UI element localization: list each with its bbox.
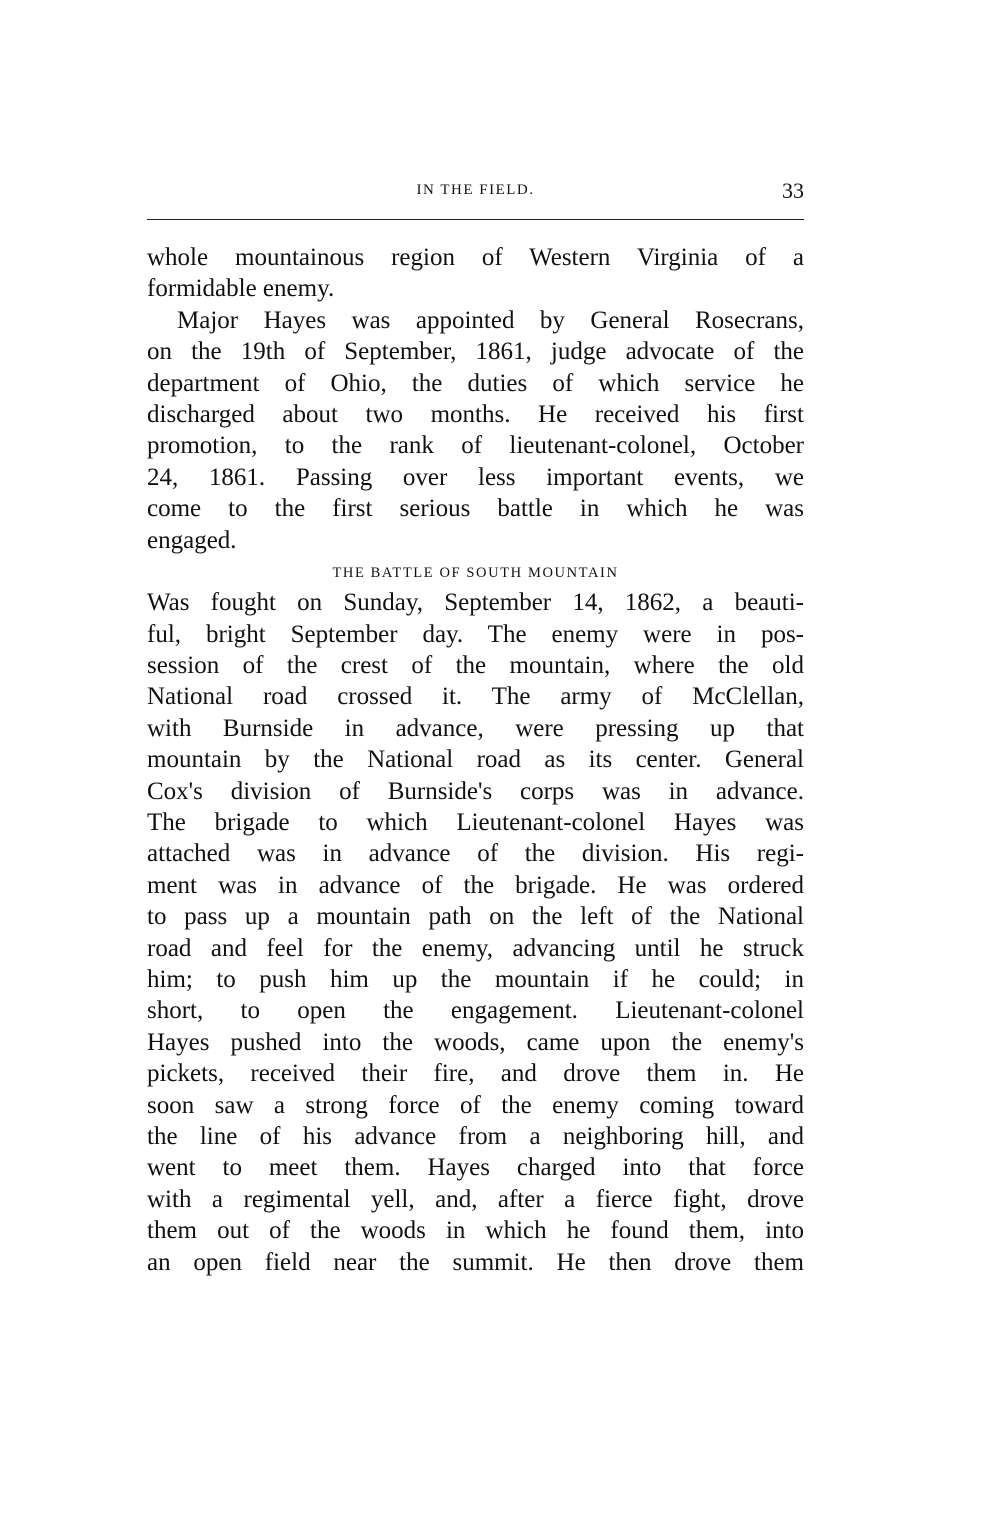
- text-line: went to meet them. Hayes charged into that force: [147, 1154, 804, 1182]
- text-line: the line of his advance from a neighboring hill, and: [147, 1122, 804, 1150]
- text-line: with a regimental yell, and, after a fierce fight, drove: [147, 1185, 804, 1213]
- text-line: short, to open the engagement. Lieutenant-colonel: [147, 997, 804, 1025]
- header-rule: [147, 219, 804, 220]
- text-line: soon saw a strong force of the enemy coming toward: [147, 1091, 804, 1119]
- text-line: an open field near the summit. He then drove them: [147, 1248, 804, 1276]
- text-line: pickets, received their fire, and drove them in. He: [147, 1060, 804, 1088]
- text-line: road and feel for the enemy, advancing until he struck: [147, 934, 804, 962]
- text-line: Was fought on Sunday, September 14, 1862, a beauti-: [147, 589, 804, 617]
- text-line: attached was in advance of the division. His regi-: [147, 840, 804, 868]
- text-line: ful, bright September day. The enemy were in pos-: [147, 620, 804, 648]
- text-line: The brigade to which Lieutenant-colonel Hayes was: [147, 809, 804, 837]
- text-line: 24, 1861. Passing over less important events, we: [147, 463, 804, 491]
- text-line: ment was in advance of the brigade. He was ordered: [147, 871, 804, 899]
- text-line: to pass up a mountain path on the left of the National: [147, 903, 804, 931]
- text-line: promotion, to the rank of lieutenant-colonel, October: [147, 432, 804, 460]
- text-line: Hayes pushed into the woods, came upon the enemy's: [147, 1028, 804, 1056]
- text-line: department of Ohio, the duties of which service he: [147, 369, 804, 397]
- text-line: session of the crest of the mountain, where the old: [147, 652, 804, 680]
- text-line: come to the first serious battle in which he was: [147, 495, 804, 523]
- section-heading: THE BATTLE OF SOUTH MOUNTAIN: [332, 564, 619, 581]
- body-text: [147, 242, 804, 1278]
- text-line: him; to push him up the mountain if he could; in: [147, 965, 804, 993]
- text-line: discharged about two months. He received his first: [147, 400, 804, 428]
- text-line: formidable enemy.: [147, 275, 335, 303]
- text-line: mountain by the National road as its center. General: [147, 746, 804, 774]
- running-title: IN THE FIELD.: [416, 182, 535, 198]
- text-line: with Burnside in advance, were pressing up that: [147, 714, 804, 742]
- page-number: 33: [782, 178, 804, 203]
- text-line: whole mountainous region of Western Virginia of a: [147, 244, 804, 271]
- text-line: National road crossed it. The army of McClellan,: [147, 683, 804, 711]
- running-head: [147, 178, 804, 208]
- text-line: Major Hayes was appointed by General Rosecrans,: [177, 306, 804, 334]
- text-line: Cox's division of Burnside's corps was in advance.: [147, 777, 804, 805]
- text-line: them out of the woods in which he found them, into: [147, 1217, 804, 1245]
- text-line: on the 19th of September, 1861, judge advocate of the: [147, 338, 804, 366]
- text-line: engaged.: [147, 526, 237, 554]
